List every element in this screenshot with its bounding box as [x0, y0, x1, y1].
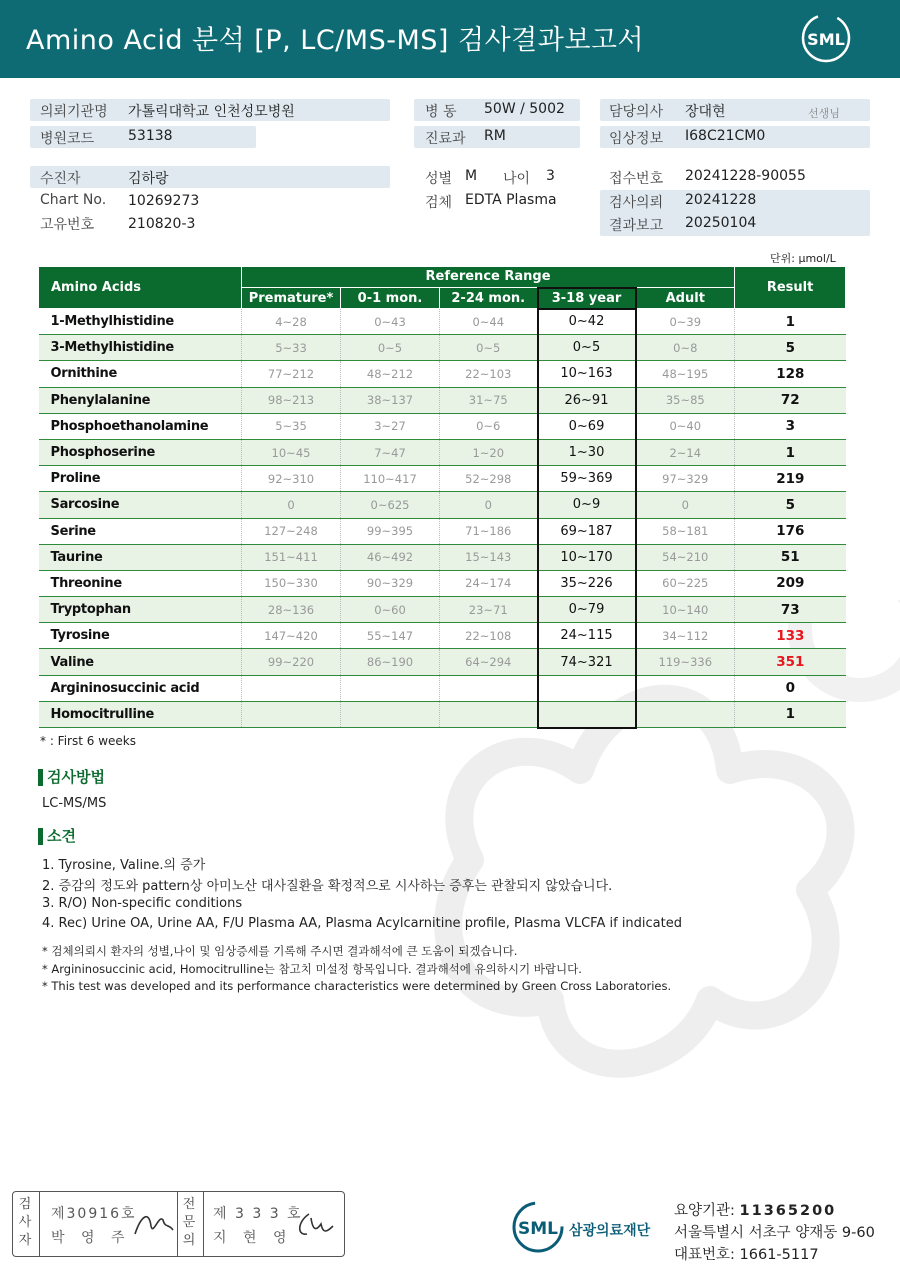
- reference-range-cell: 15~143: [440, 544, 538, 570]
- org-phone-row: [674, 1243, 819, 1264]
- reference-range-cell: [636, 675, 735, 701]
- reference-range-cell: 4~28: [242, 309, 341, 335]
- finding-line-3: 3. R/O) Non-specific conditions: [42, 896, 243, 911]
- reference-range-cell: 0~43: [341, 309, 440, 335]
- hospital-code-value: 53138: [128, 128, 173, 144]
- table-row: [39, 518, 846, 544]
- tester-signature: [131, 1206, 175, 1242]
- unique-value: 210820-3: [128, 216, 196, 232]
- reference-range-cell: 97~329: [636, 466, 735, 492]
- sml-logo-icon: [800, 12, 852, 64]
- result-cell: 133: [735, 623, 846, 649]
- result-cell: 1: [735, 701, 846, 727]
- reference-range-cell: [538, 701, 636, 727]
- amino-acid-table: [38, 266, 846, 729]
- reference-range-cell: 10~140: [636, 597, 735, 623]
- reference-range-cell: [242, 675, 341, 701]
- org-phone: 1661-5117: [739, 1247, 819, 1263]
- reference-range-cell: 86~190: [341, 649, 440, 675]
- hospital-code-label: 병원코드: [40, 131, 95, 147]
- specialist-signature: [293, 1208, 337, 1242]
- reference-range-cell: 0~69: [538, 413, 636, 439]
- sml-org-logo-icon: [510, 1200, 566, 1254]
- org-phone-label: 대표번호:: [674, 1247, 735, 1263]
- reference-range-cell: 0~44: [440, 309, 538, 335]
- specimen-label: 검체: [425, 195, 453, 211]
- report-header: [0, 0, 900, 78]
- reference-range-cell: 74~321: [538, 649, 636, 675]
- result-cell: 5: [735, 335, 846, 361]
- col-result: Result: [735, 267, 846, 309]
- report-title: Amino Acid 분석 [P, LC/MS-MS] 검사결과보고서: [26, 25, 645, 56]
- reference-range-cell: [242, 701, 341, 727]
- reference-range-cell: 77~212: [242, 361, 341, 387]
- specialist-name: 지 현 영: [213, 1230, 293, 1246]
- reference-range-cell: 0~79: [538, 597, 636, 623]
- reference-range-cell: 5~33: [242, 335, 341, 361]
- reference-range-cell: 0~5: [538, 335, 636, 361]
- reference-range-cell: 0~9: [538, 492, 636, 518]
- svg-text:SML: SML: [807, 30, 845, 49]
- reference-range-cell: 55~147: [341, 623, 440, 649]
- reference-range-cell: 99~220: [242, 649, 341, 675]
- reference-range-cell: 10~170: [538, 544, 636, 570]
- request-label: 검사의뢰: [609, 195, 664, 211]
- findings-heading: 소견: [38, 828, 76, 845]
- amino-acid-name: Valine: [39, 649, 242, 675]
- result-cell: 73: [735, 597, 846, 623]
- org-code: 11365200: [739, 1203, 837, 1219]
- ward-value: 50W / 5002: [484, 101, 565, 117]
- reference-range-cell: 90~329: [341, 570, 440, 596]
- reference-range-cell: [341, 675, 440, 701]
- table-row: [39, 570, 846, 596]
- result-cell: 5: [735, 492, 846, 518]
- table-row: [39, 544, 846, 570]
- col-0-1-mon: 0-1 mon.: [341, 288, 440, 309]
- sex-value: M: [465, 168, 478, 184]
- dept-label: 진료과: [425, 131, 466, 147]
- reference-range-cell: 24~115: [538, 623, 636, 649]
- finding-line-1: 1. Tyrosine, Valine.의 증가: [42, 858, 206, 873]
- reference-range-cell: 69~187: [538, 518, 636, 544]
- footnote: * : First 6 weeks: [40, 734, 136, 748]
- col-reference-range: Reference Range: [242, 267, 735, 288]
- chart-value: 10269273: [128, 193, 200, 209]
- amino-acid-name: Phosphoserine: [39, 439, 242, 465]
- reference-range-cell: 59~369: [538, 466, 636, 492]
- amino-acid-name: Taurine: [39, 544, 242, 570]
- table-row: [39, 492, 846, 518]
- reference-range-cell: [538, 675, 636, 701]
- reference-range-cell: 127~248: [242, 518, 341, 544]
- request-value: 20241228: [685, 192, 757, 208]
- col-3-18-year: 3-18 year: [538, 288, 636, 309]
- result-cell: 51: [735, 544, 846, 570]
- amino-acid-name: Proline: [39, 466, 242, 492]
- reference-range-cell: 0~42: [538, 309, 636, 335]
- reference-range-cell: 3~27: [341, 413, 440, 439]
- receipt-label: 접수번호: [609, 171, 664, 187]
- reference-range-cell: 147~420: [242, 623, 341, 649]
- reference-range-cell: 60~225: [636, 570, 735, 596]
- reference-range-cell: 24~174: [440, 570, 538, 596]
- reference-range-cell: 10~45: [242, 439, 341, 465]
- amino-acid-name: 1-Methylhistidine: [39, 309, 242, 335]
- institution-label: 의뢰기관명: [40, 104, 108, 120]
- reference-range-cell: 58~181: [636, 518, 735, 544]
- reference-range-cell: 35~226: [538, 570, 636, 596]
- reference-range-cell: 110~417: [341, 466, 440, 492]
- reference-range-cell: 46~492: [341, 544, 440, 570]
- reference-range-cell: 64~294: [440, 649, 538, 675]
- reference-range-cell: 92~310: [242, 466, 341, 492]
- org-code-label: 요양기관:: [674, 1203, 735, 1219]
- reference-range-cell: 0~40: [636, 413, 735, 439]
- reference-range-cell: 26~91: [538, 387, 636, 413]
- result-cell: 0: [735, 675, 846, 701]
- reference-range-cell: 35~85: [636, 387, 735, 413]
- col-premature: Premature*: [242, 288, 341, 309]
- result-cell: 72: [735, 387, 846, 413]
- table-row: [39, 675, 846, 701]
- amino-acid-name: 3-Methylhistidine: [39, 335, 242, 361]
- reference-range-cell: 0: [440, 492, 538, 518]
- clinical-value: I68C21CM0: [685, 128, 766, 144]
- table-row: [39, 597, 846, 623]
- signature-box: [12, 1191, 345, 1257]
- reference-range-cell: 71~186: [440, 518, 538, 544]
- reference-range-cell: [440, 675, 538, 701]
- col-amino-acids: Amino Acids: [39, 267, 242, 309]
- result-cell: 128: [735, 361, 846, 387]
- reference-range-cell: 0~6: [440, 413, 538, 439]
- result-cell: 209: [735, 570, 846, 596]
- institution-value: 가톨릭대학교 인천성모병원: [128, 104, 295, 120]
- tester-license: 제30916호: [51, 1206, 137, 1222]
- table-row: [39, 309, 846, 335]
- reference-range-cell: [636, 701, 735, 727]
- reference-range-cell: 150~330: [242, 570, 341, 596]
- reference-range-cell: 34~112: [636, 623, 735, 649]
- result-cell: 1: [735, 439, 846, 465]
- table-row: [39, 335, 846, 361]
- reference-range-cell: 28~136: [242, 597, 341, 623]
- unit-label: 단위: μmol/L: [770, 252, 836, 265]
- table-row: [39, 649, 846, 675]
- reference-range-cell: 38~137: [341, 387, 440, 413]
- reference-range-cell: 22~103: [440, 361, 538, 387]
- amino-acid-name: Phosphoethanolamine: [39, 413, 242, 439]
- reference-range-cell: 119~336: [636, 649, 735, 675]
- reference-range-cell: 99~395: [341, 518, 440, 544]
- table-row: [39, 361, 846, 387]
- org-code-row: [674, 1199, 836, 1220]
- receipt-value: 20241228-90055: [685, 168, 806, 184]
- reference-range-cell: [341, 701, 440, 727]
- reference-range-cell: 98~213: [242, 387, 341, 413]
- amino-acid-name: Threonine: [39, 570, 242, 596]
- sex-label: 성별: [425, 171, 453, 187]
- table-row: [39, 466, 846, 492]
- result-cell: 351: [735, 649, 846, 675]
- reference-range-cell: 151~411: [242, 544, 341, 570]
- reference-range-cell: 1~30: [538, 439, 636, 465]
- ward-label: 병 동: [425, 104, 457, 120]
- specialist-label: 전 문 의: [182, 1197, 196, 1248]
- amino-acid-name: Phenylalanine: [39, 387, 242, 413]
- reference-range-cell: [440, 701, 538, 727]
- unique-label: 고유번호: [40, 217, 95, 233]
- reference-range-cell: 0~5: [440, 335, 538, 361]
- reference-range-cell: 22~108: [440, 623, 538, 649]
- reference-range-cell: 7~47: [341, 439, 440, 465]
- report-date-label: 결과보고: [609, 218, 664, 234]
- org-name: 삼광의료재단: [569, 1223, 651, 1239]
- reference-range-cell: 31~75: [440, 387, 538, 413]
- table-row: [39, 413, 846, 439]
- amino-acid-name: Homocitrulline: [39, 701, 242, 727]
- svg-text:SML: SML: [518, 1219, 558, 1239]
- reference-range-cell: 0~8: [636, 335, 735, 361]
- reference-range-cell: 0~39: [636, 309, 735, 335]
- note-line-3: * This test was developed and its performance characteristics were determined by Green Cross Laboratories.: [42, 979, 672, 993]
- reference-range-cell: 0~5: [341, 335, 440, 361]
- age-label: 나이: [503, 171, 531, 187]
- amino-acid-name: Tyrosine: [39, 623, 242, 649]
- patient-value: 김하랑: [128, 171, 169, 187]
- patient-label: 수진자: [40, 171, 81, 187]
- tester-name: 박 영 주: [51, 1230, 131, 1246]
- note-line-1: * 검체의뢰시 환자의 성별,나이 및 임상증세를 기록해 주시면 결과해석에 큰 도움이 되겠습니다.: [42, 944, 518, 958]
- amino-acid-name: Ornithine: [39, 361, 242, 387]
- reference-range-cell: 0: [242, 492, 341, 518]
- finding-line-2: 2. 증감의 정도와 pattern상 아미노산 대사질환을 확정적으로 시사하는 증후는 관찰되지 않았습니다.: [42, 879, 613, 894]
- table-row: [39, 701, 846, 727]
- table-row: [39, 439, 846, 465]
- doctor-value: 장대현: [685, 104, 726, 120]
- tester-label: 검 사 자: [18, 1197, 32, 1248]
- method-text: LC-MS/MS: [42, 796, 107, 811]
- reference-range-cell: 10~163: [538, 361, 636, 387]
- chart-label: Chart No.: [40, 192, 107, 208]
- clinical-label: 임상정보: [609, 131, 664, 147]
- reference-range-cell: 0~625: [341, 492, 440, 518]
- reference-range-cell: 2~14: [636, 439, 735, 465]
- reference-range-cell: 5~35: [242, 413, 341, 439]
- dept-value: RM: [484, 128, 506, 144]
- reference-range-cell: 48~195: [636, 361, 735, 387]
- amino-acid-name: Argininosuccinic acid: [39, 675, 242, 701]
- table-row: [39, 387, 846, 413]
- result-cell: 176: [735, 518, 846, 544]
- reference-range-cell: 0: [636, 492, 735, 518]
- reference-range-cell: 52~298: [440, 466, 538, 492]
- report-date-value: 20250104: [685, 215, 757, 231]
- col-2-24-mon: 2-24 mon.: [440, 288, 538, 309]
- reference-range-cell: 1~20: [440, 439, 538, 465]
- reference-range-cell: 54~210: [636, 544, 735, 570]
- specialist-license: 제 3 3 3 호: [213, 1206, 303, 1222]
- amino-acid-name: Sarcosine: [39, 492, 242, 518]
- doctor-suffix: 선생님: [808, 107, 840, 120]
- amino-acid-name: Tryptophan: [39, 597, 242, 623]
- amino-acid-name: Serine: [39, 518, 242, 544]
- result-cell: 1: [735, 309, 846, 335]
- col-adult: Adult: [636, 288, 735, 309]
- table-row: [39, 623, 846, 649]
- doctor-label: 담당의사: [609, 104, 664, 120]
- reference-range-cell: 23~71: [440, 597, 538, 623]
- finding-line-4: 4. Rec) Urine OA, Urine AA, F/U Plasma AA, Plasma Acylcarnitine profile, Plasma VLCFA if indicated: [42, 916, 682, 931]
- result-cell: 219: [735, 466, 846, 492]
- reference-range-cell: 0~60: [341, 597, 440, 623]
- age-value: 3: [546, 168, 555, 184]
- reference-range-cell: 48~212: [341, 361, 440, 387]
- result-cell: 3: [735, 413, 846, 439]
- note-line-2: * Argininosuccinic acid, Homocitrulline는 참고치 미설정 항목입니다. 결과해석에 유의하시기 바랍니다.: [42, 962, 582, 976]
- specimen-value: EDTA Plasma: [465, 192, 557, 208]
- org-address: 서울특별시 서초구 양재동 9-60: [674, 1225, 875, 1241]
- method-heading: 검사방법: [38, 769, 105, 786]
